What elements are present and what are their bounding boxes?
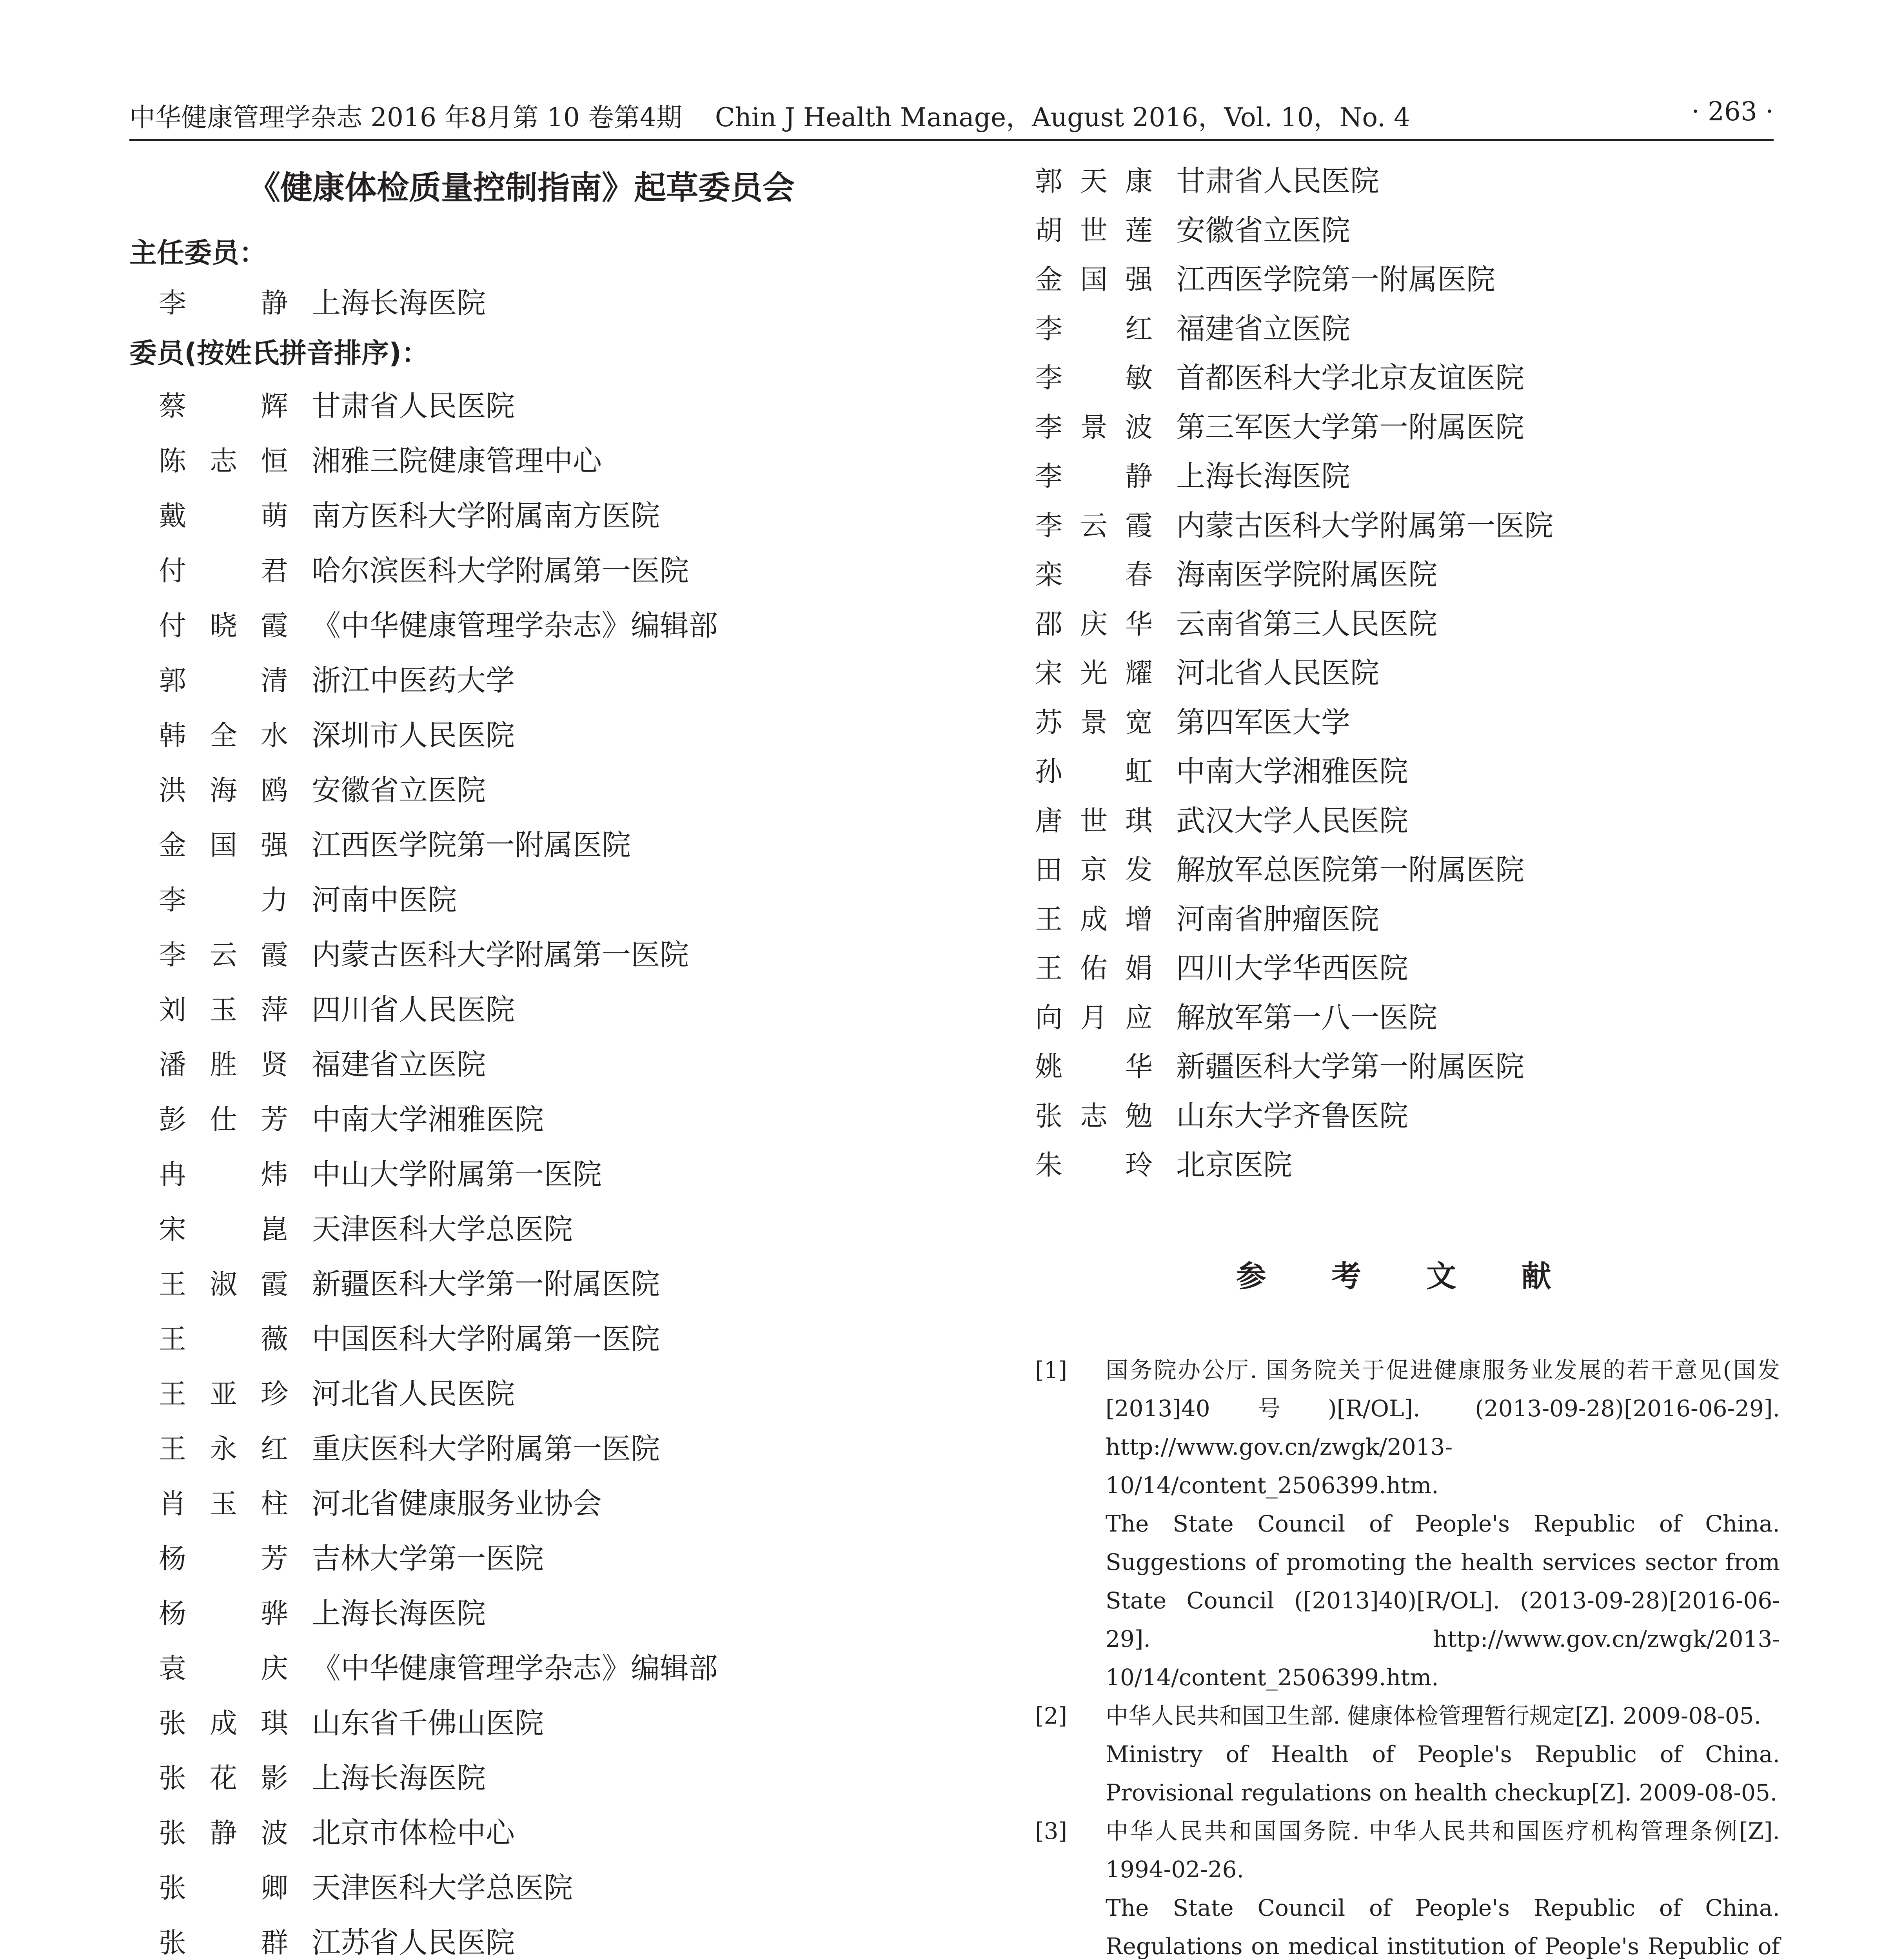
member-row [1035,846,1780,895]
member-name: 李云霞 [159,939,288,971]
member-row [1035,1092,1780,1141]
member-row [129,1367,961,1421]
member-name: 金国强 [159,829,288,861]
member-row [129,434,961,488]
member-row [1035,747,1780,797]
member-organization: 河南中医院 [312,883,457,917]
reference-number: [1] [1035,1356,1068,1383]
member-organization: 中南大学湘雅医院 [1176,755,1408,788]
member-organization: 第四军医大学 [1176,705,1350,739]
member-row [1035,1042,1780,1092]
member-organization: 四川省人民医院 [312,993,515,1027]
reference-item [1035,1812,1780,1960]
member-name: 金国强 [1035,263,1153,296]
member-organization: 《中华健康管理学杂志》编辑部 [312,609,718,642]
member-row [129,1641,961,1696]
member-row [129,1312,961,1367]
member-row [1035,354,1780,403]
member-organization: 河北省人民医院 [1176,656,1379,690]
member-row [129,927,961,982]
member-organization: 中南大学湘雅医院 [312,1103,544,1136]
member-row [1035,993,1780,1043]
member-name: 刘玉萍 [159,994,288,1026]
member-organization: 江西医学院第一附属医院 [312,828,631,862]
member-row [129,1915,961,1960]
member-row [129,1696,961,1751]
member-name: 李云霞 [1035,509,1153,542]
member-row [1035,403,1780,452]
member-organization: 新疆医科大学第一附属医院 [312,1267,660,1301]
member-name: 彭仕芳 [159,1103,288,1136]
member-organization: 河南省肿瘤医院 [1176,902,1379,936]
member-row [1035,944,1780,993]
drafting-members-label: 委员(按姓氏拼音排序)： [129,337,429,369]
member-row [129,1860,961,1915]
reference-text-en: Ministry of Health of People's Republic of China. Provisional regulations on health checkup[Z]. 2009-08-05. [1106,1740,1780,1806]
member-organization: 上海长海医院 [1176,459,1350,493]
member-organization: 四川大学华西医院 [1176,951,1408,985]
member-name: 宋光耀 [1035,657,1153,689]
member-row [129,379,961,434]
journal-citation-cn: 中华健康管理学杂志 2016 年8月第 10 卷第4期 [129,102,682,132]
member-organization: 福建省立医院 [312,1048,486,1082]
member-organization: 安徽省立医院 [1176,213,1350,247]
member-row [1035,157,1780,206]
reference-text-cn: 中华人民共和国国务院. 中华人民共和国医疗机构管理条例[Z]. 1994-02-26. [1106,1817,1780,1883]
member-row [129,1531,961,1586]
page-header [0,0,1903,165]
member-row [1035,206,1780,256]
reference-item [1035,1351,1780,1697]
member-organization: 解放军第一八一医院 [1176,1000,1437,1034]
member-row [1035,698,1780,748]
member-organization: 《中华健康管理学杂志》编辑部 [312,1651,718,1685]
member-organization: 甘肃省人民医院 [1176,164,1379,198]
member-name: 郭 清 [159,664,288,697]
member-name: 唐世琪 [1035,804,1153,837]
member-name: 王永红 [159,1433,288,1465]
member-row [129,1092,961,1147]
member-organization: 中国医科大学附属第一医院 [312,1322,660,1356]
member-name: 李 红 [1035,312,1153,345]
member-row [129,1202,961,1257]
member-row [129,982,961,1037]
member-row [129,873,961,927]
member-row [129,708,961,763]
member-name: 王佑娟 [1035,952,1153,984]
expert-member-list-right [1035,157,1780,1190]
member-name: 李 静 [159,287,288,319]
member-organization: 江苏省人民医院 [312,1926,515,1960]
header-rule [129,139,1774,141]
journal-citation-en: Chin J Health Manage，August 2016，Vol. 10，No. 4 [715,102,1410,132]
member-organization: 上海长海医院 [312,286,486,320]
member-row [129,278,961,328]
reference-body [1106,1697,1780,1812]
member-organization: 解放军总医院第一附属医院 [1176,853,1524,887]
member-organization: 山东大学齐鲁医院 [1176,1099,1408,1133]
reference-item [1035,1697,1780,1812]
member-organization: 上海长海医院 [312,1761,486,1795]
member-organization: 山东省千佛山医院 [312,1706,544,1740]
member-row [129,653,961,708]
member-organization: 内蒙古医科大学附属第一医院 [312,938,689,972]
member-organization: 海南医学院附属医院 [1176,558,1437,592]
reference-text-en: The State Council of People's Republic of China. Suggestions of promoting the health services sector from State Council ([2013]40)[R/OL]. (2013-09-28)[2016-06-29]. http://www.gov.cn/zwgk/2013-10/14/content_2506399.htm. [1106,1510,1780,1691]
member-row [129,543,961,598]
member-organization: 天津医科大学总医院 [312,1871,573,1905]
member-name: 付晓霞 [159,610,288,642]
member-name: 苏景宽 [1035,706,1153,739]
member-row [129,818,961,873]
member-name: 张花影 [159,1762,288,1794]
member-name: 李景波 [1035,411,1153,443]
member-organization: 云南省第三人民医院 [1176,607,1437,641]
member-name: 蔡 辉 [159,390,288,422]
member-row [129,1421,961,1476]
member-row [129,763,961,818]
member-name: 付 君 [159,555,288,587]
reference-body [1106,1812,1780,1960]
member-name: 袁 庆 [159,1652,288,1684]
member-row [129,1586,961,1641]
member-row [1035,1141,1780,1190]
member-name: 杨 骅 [159,1597,288,1630]
member-name: 肖玉柱 [159,1488,288,1520]
page-number: · 263 · [1691,96,1774,127]
member-name: 韩全水 [159,719,288,751]
member-name: 朱 玲 [1035,1149,1153,1181]
member-row [129,1476,961,1531]
member-name: 张志勉 [1035,1100,1153,1132]
member-name: 张成琪 [159,1707,288,1739]
member-row [1035,452,1780,501]
member-name: 洪海鸥 [159,774,288,806]
member-name: 冉 炜 [159,1158,288,1191]
member-name: 潘胜贤 [159,1049,288,1081]
drafting-chair-label: 主任委员： [129,237,267,269]
member-organization: 南方医科大学附属南方医院 [312,499,660,533]
member-row [129,1751,961,1806]
member-name: 王成增 [1035,903,1153,935]
member-organization: 北京市体检中心 [312,1816,515,1850]
member-name: 陈志恒 [159,445,288,477]
member-organization: 深圳市人民医院 [312,719,515,752]
member-organization: 新疆医科大学第一附属医院 [1176,1050,1524,1083]
member-organization: 上海长海医院 [312,1597,486,1630]
member-name: 姚 华 [1035,1051,1153,1083]
member-name: 李 静 [1035,460,1153,492]
references-title: 参 考 文 献 [1236,1258,1579,1294]
member-row [1035,649,1780,698]
member-row [129,1037,961,1092]
reference-text-en: The State Council of People's Republic of China. Regulations on medical institution of People's Republic of [1106,1894,1780,1960]
member-name: 胡世莲 [1035,214,1153,247]
member-organization: 重庆医科大学附属第一医院 [312,1432,660,1466]
member-name: 张静波 [159,1817,288,1849]
member-name: 田京发 [1035,854,1153,886]
member-name: 李 力 [159,884,288,916]
reference-number: [2] [1035,1702,1068,1729]
member-row [129,1147,961,1202]
reference-text-cn: 国务院办公厅. 国务院关于促进健康服务业发展的若干意见(国发[2013]40号)[R/OL]. (2013-09-28)[2016-06-29]. http://www.gov.cn/zwgk/2013-10/14/content_2506399.htm. [1106,1356,1780,1499]
member-organization: 武汉大学人民医院 [1176,804,1408,838]
reference-number: [3] [1035,1817,1068,1844]
member-organization: 内蒙古医科大学附属第一医院 [1176,508,1553,543]
member-name: 宋 崑 [159,1213,288,1245]
member-name: 杨 芳 [159,1543,288,1575]
member-organization: 河北省健康服务业协会 [312,1487,602,1521]
member-name: 张 群 [159,1927,288,1959]
member-row [1035,600,1780,649]
member-name: 王亚珍 [159,1378,288,1410]
member-organization: 天津医科大学总医院 [312,1212,573,1246]
member-organization: 北京医院 [1176,1148,1292,1182]
member-organization: 福建省立医院 [1176,312,1350,346]
member-organization: 吉林大学第一医院 [312,1542,544,1575]
drafting-committee-title: 《健康体检质量控制指南》起草委员会 [248,169,795,207]
member-name: 王淑霞 [159,1268,288,1300]
member-organization: 安徽省立医院 [312,773,486,807]
member-row [129,488,961,543]
member-name: 邵庆华 [1035,608,1153,640]
reference-body [1106,1351,1780,1697]
member-organization: 湘雅三院健康管理中心 [312,444,602,478]
member-organization: 浙江中医药大学 [312,664,515,697]
member-organization: 甘肃省人民医院 [312,389,515,423]
journal-citation [129,96,1410,134]
member-row [1035,797,1780,846]
member-organization: 河北省人民医院 [312,1377,515,1411]
member-name: 戴 萌 [159,500,288,532]
member-organization: 首都医科大学北京友谊医院 [1176,361,1524,395]
member-row [129,1806,961,1860]
member-row [129,1257,961,1312]
member-row [1035,501,1780,551]
member-organization: 江西医学院第一附属医院 [1176,263,1495,296]
member-row [1035,305,1780,354]
drafting-chair-list [129,278,961,328]
member-row [129,598,961,653]
member-row [1035,255,1780,305]
member-name: 向月应 [1035,1001,1153,1034]
drafting-member-list [129,379,961,1960]
reference-text-cn: 中华人民共和国卫生部. 健康体检管理暂行规定[Z]. 2009-08-05. [1106,1702,1761,1729]
member-name: 栾 春 [1035,559,1153,591]
member-name: 孙 虹 [1035,755,1153,788]
member-name: 王 薇 [159,1323,288,1355]
member-name: 李 敏 [1035,362,1153,394]
member-organization: 中山大学附属第一医院 [312,1158,602,1191]
right-column [1035,157,1780,1960]
reference-list [1035,1351,1780,1960]
member-name: 张 卿 [159,1872,288,1904]
member-row [1035,550,1780,600]
member-row [1035,895,1780,944]
member-organization: 哈尔滨医科大学附属第一医院 [312,554,689,588]
left-column [129,157,961,1960]
member-name: 郭天康 [1035,165,1153,197]
member-organization: 第三军医大学第一附属医院 [1176,410,1524,444]
